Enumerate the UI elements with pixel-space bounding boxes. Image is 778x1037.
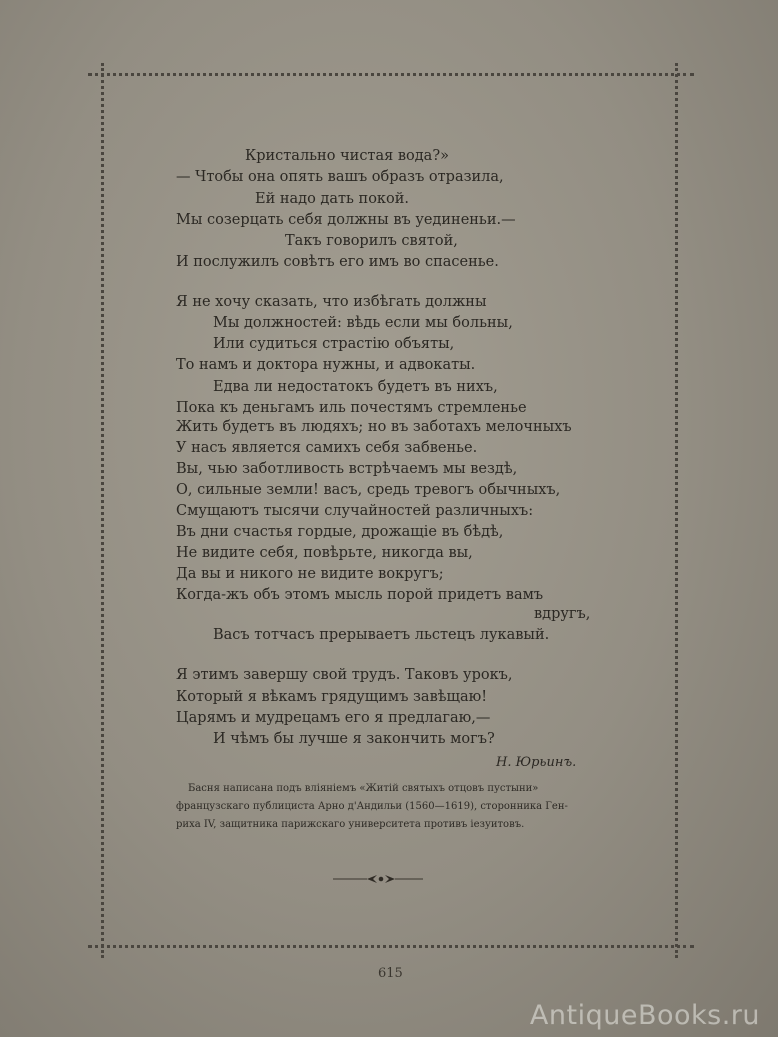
poem-line: Мы созерцать себя должны въ уединеньи.— — [176, 212, 516, 228]
poem-line: О, сильные земли! васъ, средь тревогъ обычныхъ, — [176, 482, 561, 498]
poem-line: Я этимъ завершу свой трудъ. Таковъ урокъ, — [176, 667, 513, 683]
poem-line: Или судиться страстію объяты, — [213, 336, 455, 352]
poem-line: Смущаютъ тысячи случайностей различныхъ: — [176, 503, 534, 519]
poem-line: Мы должностей: вѣдь если мы больны, — [213, 315, 513, 331]
ornament-divider — [333, 872, 423, 886]
poem-line: вдругъ, — [534, 606, 591, 622]
poem-line: У насъ является самихъ себя забвенье. — [176, 440, 478, 456]
poem-line: Едва ли недостатокъ будетъ въ нихъ, — [213, 379, 498, 395]
poem-line: Не видите себя, повѣрьте, никогда вы, — [176, 545, 473, 561]
poem-line: — Чтобы она опять вашъ образъ отразила, — [176, 169, 504, 185]
poem-line: Ей надо дать покой. — [255, 191, 409, 207]
footnote-line: французскаго публициста Арно д'Андильи (1560—1619), сторонника Ген- — [176, 801, 568, 812]
poem-line: Такъ говорилъ святой, — [285, 233, 458, 249]
footnote-line: Басня написана подъ вліяніемъ «Житій святыхъ отцовъ пустыни» — [188, 783, 539, 794]
poem-line: Когда-жъ объ этомъ мысль порой придетъ вамъ — [176, 587, 544, 603]
right-border-rule — [675, 63, 678, 958]
poem-line: То намъ и доктора нужны, и адвокаты. — [176, 357, 476, 373]
bottom-border-rule — [88, 945, 694, 948]
poem-line: Кристально чистая вода?» — [245, 148, 449, 164]
poem-line: Который я вѣкамъ грядущимъ завѣщаю! — [176, 689, 488, 705]
poem-line: Жить будетъ въ людяхъ; но въ заботахъ мелочныхъ — [176, 419, 572, 435]
poem-line: Васъ тотчасъ прерываетъ льстецъ лукавый. — [213, 627, 550, 643]
poem-line: Царямъ и мудрецамъ его я предлагаю,— — [176, 710, 491, 726]
watermark: AntiqueBooks.ru — [529, 1000, 760, 1031]
poem-line: Да вы и никого не видите вокругъ; — [176, 566, 444, 582]
footnote-line: риха IV, защитника парижскаго университета противъ іезуитовъ. — [176, 819, 525, 830]
left-border-rule — [101, 63, 104, 958]
author-signature: Н. Юрьинъ. — [496, 755, 577, 770]
poem-line: Въ дни счастья гордые, дрожащіе въ бѣдѣ, — [176, 524, 504, 540]
poem-line: Пока къ деньгамъ иль почестямъ стремленье — [176, 400, 527, 416]
poem-line: И чѣмъ бы лучше я закончить могъ? — [213, 731, 495, 747]
top-border-rule — [88, 73, 694, 76]
poem-line: Я не хочу сказать, что избѣгать должны — [176, 294, 487, 310]
poem-line: Вы, чью заботливость встрѣчаемъ мы вездѣ, — [176, 461, 518, 477]
page-number: 615 — [378, 966, 403, 981]
poem-line: И послужилъ совѣтъ его имъ во спасенье. — [176, 254, 499, 270]
